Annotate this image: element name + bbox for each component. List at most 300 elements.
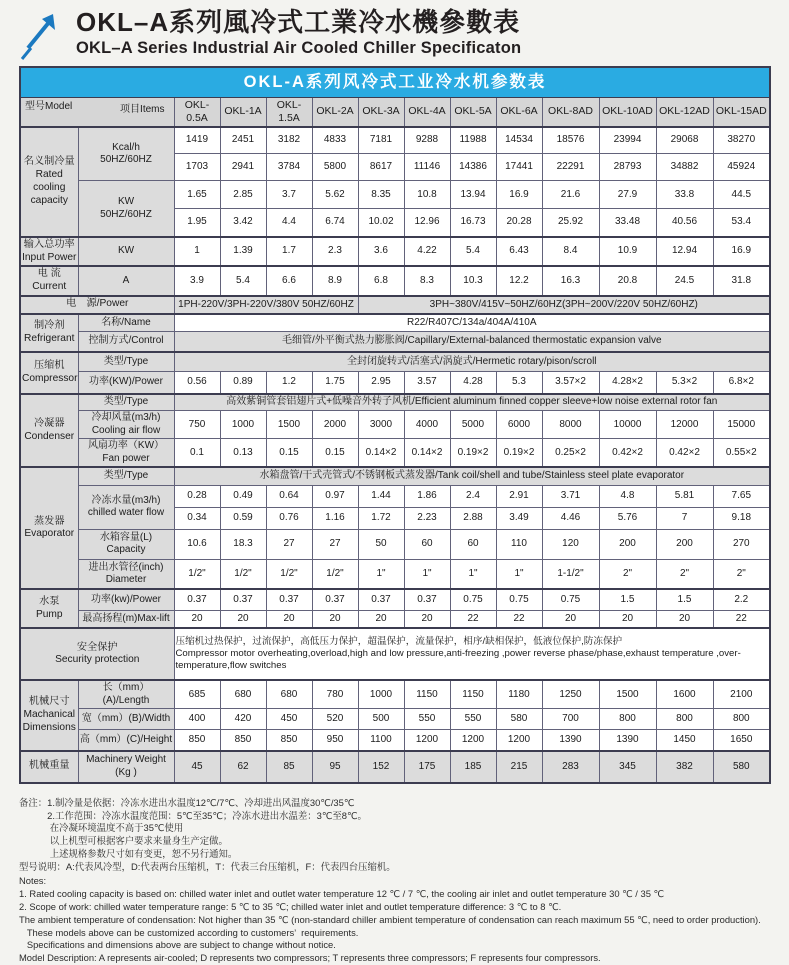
- value-cell: 0.49: [220, 485, 266, 507]
- value-cell: 13.94: [450, 181, 496, 209]
- item-label: 进出水管径(inch) Diameter: [78, 559, 174, 589]
- value-cell: 0.56: [174, 372, 220, 394]
- value-cell: 3.6: [358, 237, 404, 267]
- merged-value-cell: 全封闭旋转式/活塞式/涡旋式/Hermetic rotary/pison/scroll: [174, 352, 770, 372]
- item-label: 功率(KW)/Power: [78, 372, 174, 394]
- model-column-header: OKL-1A: [220, 97, 266, 127]
- item-label: Machinery Weight (Kg ): [78, 751, 174, 783]
- value-cell: 27: [312, 529, 358, 559]
- value-cell: 10.02: [358, 209, 404, 237]
- value-cell: 1-1/2": [542, 559, 599, 589]
- value-cell: 22: [713, 610, 770, 628]
- security-protection-text: 压缩机过热保护，过流保护，高低压力保护，超温保护，流量保护，相序/缺相保护，低液位保护,防冻保护 Compressor motor overheating,overload,high and low pressure,anti-freezing ,power reverse phase/phase,exhaust temperature ,over- temperature,flow switches: [174, 628, 770, 680]
- page-title-zh: OKL–A系列風冷式工業冷水機參數表: [76, 7, 521, 37]
- note-line-en: Notes:: [19, 875, 47, 887]
- group-label-weight: 机械重量: [20, 751, 78, 783]
- value-cell: 11988: [450, 127, 496, 154]
- note-line-en: Model Description: A represents air-cooled; D represents two compressors; T represents three compressors; F represents four compressors.: [19, 952, 601, 964]
- value-cell: 10.9: [599, 237, 656, 267]
- value-cell: 120: [542, 529, 599, 559]
- value-cell: 15000: [713, 411, 770, 439]
- value-cell: 1.5: [599, 589, 656, 610]
- note-line-zh: 2.工作范围：冷冻水温度范围：5℃至35℃；冷冻水进出水温差：3℃至8℃。: [19, 809, 367, 821]
- value-cell: 0.19×2: [450, 439, 496, 468]
- value-cell: 2451: [220, 127, 266, 154]
- value-cell: 1100: [358, 730, 404, 751]
- corner-cell: [20, 97, 174, 127]
- value-cell: 20.28: [496, 209, 542, 237]
- value-cell: 8617: [358, 154, 404, 181]
- value-cell: 3784: [266, 154, 312, 181]
- value-cell: 10.6: [174, 529, 220, 559]
- value-cell: 5.4: [450, 237, 496, 267]
- value-cell: 1": [404, 559, 450, 589]
- value-cell: 0.55×2: [713, 439, 770, 468]
- value-cell: 0.75: [450, 589, 496, 610]
- value-cell: 580: [496, 709, 542, 730]
- value-cell: 3.71: [542, 485, 599, 507]
- value-cell: 45924: [713, 154, 770, 181]
- value-cell: 7181: [358, 127, 404, 154]
- group-label-refrigerant: 制冷剂 Refrigerant: [20, 314, 78, 352]
- value-cell: 2941: [220, 154, 266, 181]
- value-cell: 3.7: [266, 181, 312, 209]
- value-cell: 0.28: [174, 485, 220, 507]
- note-line-zh: 在冷凝环境温度不高于35℃使用: [19, 822, 184, 834]
- item-label: 名称/Name: [78, 314, 174, 332]
- value-cell: 6.6: [266, 266, 312, 296]
- value-cell: 0.34: [174, 507, 220, 529]
- note-line-en: Specifications and dimensions above are subject to change without notice.: [19, 939, 336, 951]
- group-label-compressor: 压缩机 Compressor: [20, 352, 78, 394]
- value-cell: 1650: [713, 730, 770, 751]
- value-cell: 6.8×2: [713, 372, 770, 394]
- page-header: [0, 0, 789, 66]
- value-cell: 2.2: [713, 589, 770, 610]
- value-cell: 14386: [450, 154, 496, 181]
- value-cell: 0.59: [220, 507, 266, 529]
- value-cell: 1/2": [174, 559, 220, 589]
- item-label: 最高扬程(m)Max-lift: [78, 610, 174, 628]
- value-cell: 34882: [656, 154, 713, 181]
- value-cell: 0.64: [266, 485, 312, 507]
- item-label: 风扇功率（KW） Fan power: [78, 439, 174, 468]
- note-line-zh: 备注：1.制冷量是依据：冷冻水进出水温度12℃/7℃、冷却进出风温度30℃/35℃: [19, 796, 355, 808]
- model-column-header: OKL-3A: [358, 97, 404, 127]
- value-cell: 1.65: [174, 181, 220, 209]
- value-cell: 1500: [266, 411, 312, 439]
- value-cell: 1.95: [174, 209, 220, 237]
- value-cell: 8.9: [312, 266, 358, 296]
- model-column-header: OKL-10AD: [599, 97, 656, 127]
- value-cell: 20: [358, 610, 404, 628]
- model-column-header: OKL-8AD: [542, 97, 599, 127]
- value-cell: 10.8: [404, 181, 450, 209]
- value-cell: 0.37: [312, 589, 358, 610]
- item-label: 水箱容量(L) Capacity: [78, 529, 174, 559]
- value-cell: 0.13: [220, 439, 266, 468]
- table-body: [20, 127, 770, 783]
- value-cell: 6.43: [496, 237, 542, 267]
- value-cell: 22: [496, 610, 542, 628]
- item-label: Kcal/h 50HZ/60HZ: [78, 127, 174, 181]
- value-cell: 2.91: [496, 485, 542, 507]
- value-cell: 95: [312, 751, 358, 783]
- value-cell: 1419: [174, 127, 220, 154]
- value-cell: 2.23: [404, 507, 450, 529]
- group-label-current: 电 流 Current: [20, 266, 78, 296]
- value-cell: 1": [496, 559, 542, 589]
- value-cell: 2.3: [312, 237, 358, 267]
- value-cell: 2100: [713, 680, 770, 709]
- value-cell: 9288: [404, 127, 450, 154]
- value-cell: 33.8: [656, 181, 713, 209]
- item-label: 类型/Type: [78, 467, 174, 485]
- group-label-security: 安全保护 Security protection: [20, 628, 174, 680]
- page-title-en: OKL–A Series Industrial Air Cooled Chiller Specificaton: [76, 38, 522, 57]
- value-cell: 500: [358, 709, 404, 730]
- value-cell: 12.94: [656, 237, 713, 267]
- value-cell: 25.92: [542, 209, 599, 237]
- value-cell: 8.4: [542, 237, 599, 267]
- value-cell: 60: [450, 529, 496, 559]
- value-cell: 3182: [266, 127, 312, 154]
- value-cell: 3.9: [174, 266, 220, 296]
- value-cell: 6.8: [358, 266, 404, 296]
- value-cell: 45: [174, 751, 220, 783]
- model-column-header: OKL-2A: [312, 97, 358, 127]
- value-cell: 2.95: [358, 372, 404, 394]
- value-cell: 0.42×2: [656, 439, 713, 468]
- value-cell: 400: [174, 709, 220, 730]
- value-cell: 14534: [496, 127, 542, 154]
- value-cell: 800: [713, 709, 770, 730]
- value-cell: 27.9: [599, 181, 656, 209]
- value-cell: 0.42×2: [599, 439, 656, 468]
- value-cell: 31.8: [713, 266, 770, 296]
- note-line-zh: 以上机型可根据客户要求来量身生产定做。: [19, 835, 228, 847]
- item-label: 类型/Type: [78, 352, 174, 372]
- value-cell: 0.1: [174, 439, 220, 468]
- value-cell: 0.97: [312, 485, 358, 507]
- value-cell: 21.6: [542, 181, 599, 209]
- value-cell: 685: [174, 680, 220, 709]
- value-cell: 345: [599, 751, 656, 783]
- value-cell: 38270: [713, 127, 770, 154]
- note-line-zh: 上述规格参数尺寸如有变更，恕不另行通知。: [19, 847, 238, 859]
- value-cell: 0.37: [358, 589, 404, 610]
- value-cell: 1000: [358, 680, 404, 709]
- value-cell: 33.48: [599, 209, 656, 237]
- value-cell: 1.86: [404, 485, 450, 507]
- value-cell: 0.14×2: [358, 439, 404, 468]
- value-cell: 450: [266, 709, 312, 730]
- value-cell: 1390: [599, 730, 656, 751]
- value-cell: 4.4: [266, 209, 312, 237]
- value-cell: 8.35: [358, 181, 404, 209]
- value-cell: 1200: [450, 730, 496, 751]
- item-label: KW 50HZ/60HZ: [78, 181, 174, 237]
- value-cell: 60: [404, 529, 450, 559]
- value-cell: 1450: [656, 730, 713, 751]
- model-column-header: OKL-12AD: [656, 97, 713, 127]
- item-label: 冷冻水量(m3/h) chilled water flow: [78, 485, 174, 529]
- value-cell: 4.28×2: [599, 372, 656, 394]
- value-cell: 1500: [599, 680, 656, 709]
- value-cell: 85: [266, 751, 312, 783]
- value-cell: 3.49: [496, 507, 542, 529]
- value-cell: 20: [542, 610, 599, 628]
- value-cell: 800: [599, 709, 656, 730]
- value-cell: 53.4: [713, 209, 770, 237]
- value-cell: 1": [358, 559, 404, 589]
- value-cell: 40.56: [656, 209, 713, 237]
- value-cell: 200: [656, 529, 713, 559]
- corner-items-label: 项目Items: [120, 103, 165, 115]
- value-cell: 580: [713, 751, 770, 783]
- value-cell: 5.81: [656, 485, 713, 507]
- value-cell: 7.65: [713, 485, 770, 507]
- value-cell: 5800: [312, 154, 358, 181]
- value-cell: 20: [404, 610, 450, 628]
- value-cell: 12.2: [496, 266, 542, 296]
- value-cell: 2000: [312, 411, 358, 439]
- merged-value-cell: 毛细管/外平衡式热力膨胀阀/Capillary/External-balanced thermostatic expansion valve: [174, 332, 770, 352]
- item-label: 类型/Type: [78, 394, 174, 411]
- value-cell: 1150: [404, 680, 450, 709]
- value-cell: 1.72: [358, 507, 404, 529]
- value-cell: 50: [358, 529, 404, 559]
- merged-value-cell: 水箱盘管/干式壳管式/不锈钢板式蒸发器/Tank coil/shell and tube/Stainless steel plate evaporator: [174, 467, 770, 485]
- item-label: 冷却风量(m3/h) Cooling air flow: [78, 411, 174, 439]
- item-label: 长（mm）(A)/Length: [78, 680, 174, 709]
- value-cell: 1/2": [220, 559, 266, 589]
- value-cell: 283: [542, 751, 599, 783]
- value-cell: 5.76: [599, 507, 656, 529]
- value-cell: 5.3×2: [656, 372, 713, 394]
- value-cell: 6000: [496, 411, 542, 439]
- value-cell: 4000: [404, 411, 450, 439]
- value-cell: 27: [266, 529, 312, 559]
- value-cell: 1600: [656, 680, 713, 709]
- value-cell: 5.3: [496, 372, 542, 394]
- value-cell: 0.37: [220, 589, 266, 610]
- value-cell: 680: [220, 680, 266, 709]
- value-cell: 16.9: [496, 181, 542, 209]
- brand-arrow-logo: [20, 10, 62, 60]
- group-label-evaporator: 蒸发器 Evaporator: [20, 467, 78, 589]
- note-line-en: 2. Scope of work: chilled water temperature range: 5 ℃ to 35 ℃; chilled water inlet and outlet temperature difference: 3 ℃ to 8 ℃.: [19, 901, 562, 912]
- model-column-header: OKL-4A: [404, 97, 450, 127]
- value-cell: 1150: [450, 680, 496, 709]
- value-cell: 0.89: [220, 372, 266, 394]
- value-cell: 0.76: [266, 507, 312, 529]
- value-cell: 10000: [599, 411, 656, 439]
- value-cell: 16.73: [450, 209, 496, 237]
- value-cell: 1: [174, 237, 220, 267]
- merged-value-cell: 3PH~380V/415V~50HZ/60HZ(3PH~200V/220V 50HZ/60HZ): [358, 296, 770, 314]
- value-cell: 3000: [358, 411, 404, 439]
- value-cell: 1390: [542, 730, 599, 751]
- value-cell: 110: [496, 529, 542, 559]
- value-cell: 16.3: [542, 266, 599, 296]
- value-cell: 185: [450, 751, 496, 783]
- value-cell: 3.57×2: [542, 372, 599, 394]
- value-cell: 1.44: [358, 485, 404, 507]
- value-cell: 20: [220, 610, 266, 628]
- group-label-dimensions: 机械尺寸 Machanical Dimensions: [20, 680, 78, 751]
- value-cell: 1.2: [266, 372, 312, 394]
- value-cell: 850: [266, 730, 312, 751]
- merged-value-cell: 1PH-220V/3PH-220V/380V 50HZ/60HZ: [174, 296, 358, 314]
- value-cell: 29068: [656, 127, 713, 154]
- value-cell: 23994: [599, 127, 656, 154]
- value-cell: 44.5: [713, 181, 770, 209]
- value-cell: 20: [599, 610, 656, 628]
- value-cell: 0.37: [266, 589, 312, 610]
- value-cell: 2.85: [220, 181, 266, 209]
- value-cell: 5.4: [220, 266, 266, 296]
- value-cell: 2": [599, 559, 656, 589]
- value-cell: 10.3: [450, 266, 496, 296]
- value-cell: 3.57: [404, 372, 450, 394]
- value-cell: 152: [358, 751, 404, 783]
- item-label: 控制方式/Control: [78, 332, 174, 352]
- value-cell: 1200: [496, 730, 542, 751]
- note-line-en: These models above can be customized according to customers’ requirements.: [19, 926, 359, 938]
- value-cell: 28793: [599, 154, 656, 181]
- value-cell: 3.42: [220, 209, 266, 237]
- value-cell: 12000: [656, 411, 713, 439]
- table-title: OKL-A系列风冷式工业冷水机参数表: [20, 67, 770, 97]
- value-cell: 200: [599, 529, 656, 559]
- value-cell: 18576: [542, 127, 599, 154]
- item-label: 高（mm）(C)/Height: [78, 730, 174, 751]
- value-cell: 2": [713, 559, 770, 589]
- note-line-en: The ambient temperature of condensation: Not higher than 35 ℃ (non-standard chiller ambient temperature of condensation can reach maximum 55 ℃, need to order production).: [19, 913, 761, 925]
- merged-value-cell: 高效紫铜管套铝翅片式+低噪音外转子风机/Efficient aluminum finned copper sleeve+low noise external rotor fan: [174, 394, 770, 411]
- value-cell: 1/2": [266, 559, 312, 589]
- value-cell: 1180: [496, 680, 542, 709]
- value-cell: 800: [656, 709, 713, 730]
- corner-model-label: 型号Model: [25, 100, 73, 112]
- group-label-condenser: 冷凝器 Condenser: [20, 394, 78, 468]
- value-cell: 750: [174, 411, 220, 439]
- value-cell: 11146: [404, 154, 450, 181]
- value-cell: 6.74: [312, 209, 358, 237]
- value-cell: 4.22: [404, 237, 450, 267]
- value-cell: 850: [174, 730, 220, 751]
- value-cell: 700: [542, 709, 599, 730]
- value-cell: 1.16: [312, 507, 358, 529]
- value-cell: 16.9: [713, 237, 770, 267]
- value-cell: 2.4: [450, 485, 496, 507]
- value-cell: 1703: [174, 154, 220, 181]
- group-label-power-source: 电 源/Power: [20, 296, 174, 314]
- value-cell: 1/2": [312, 559, 358, 589]
- value-cell: 0.14×2: [404, 439, 450, 468]
- value-cell: 1": [450, 559, 496, 589]
- value-cell: 1.39: [220, 237, 266, 267]
- value-cell: 9.18: [713, 507, 770, 529]
- group-label-rated-cooling: 名义制冷量 Rated cooling capacity: [20, 127, 78, 237]
- value-cell: 5000: [450, 411, 496, 439]
- model-column-header: OKL-6A: [496, 97, 542, 127]
- item-label: 功率(kw)/Power: [78, 589, 174, 610]
- value-cell: 1000: [220, 411, 266, 439]
- value-cell: 7: [656, 507, 713, 529]
- value-cell: 850: [220, 730, 266, 751]
- merged-value-cell: R22/R407C/134a/404A/410A: [174, 314, 770, 332]
- value-cell: 520: [312, 709, 358, 730]
- value-cell: 12.96: [404, 209, 450, 237]
- model-column-header: OKL-5A: [450, 97, 496, 127]
- value-cell: 2.88: [450, 507, 496, 529]
- value-cell: 1200: [404, 730, 450, 751]
- value-cell: 175: [404, 751, 450, 783]
- value-cell: 420: [220, 709, 266, 730]
- value-cell: 22: [450, 610, 496, 628]
- model-column-header: OKL-1.5A: [266, 97, 312, 127]
- notes-chinese: [19, 797, 789, 874]
- value-cell: 4.8: [599, 485, 656, 507]
- item-label: KW: [78, 237, 174, 267]
- model-column-header: OKL-15AD: [713, 97, 770, 127]
- value-cell: 0.75: [542, 589, 599, 610]
- value-cell: 4.28: [450, 372, 496, 394]
- value-cell: 20: [656, 610, 713, 628]
- item-label: A: [78, 266, 174, 296]
- item-label: 宽（mm）(B)/Width: [78, 709, 174, 730]
- value-cell: 215: [496, 751, 542, 783]
- value-cell: 0.15: [266, 439, 312, 468]
- value-cell: 0.25×2: [542, 439, 599, 468]
- value-cell: 780: [312, 680, 358, 709]
- value-cell: 8000: [542, 411, 599, 439]
- value-cell: 1250: [542, 680, 599, 709]
- value-cell: 1.75: [312, 372, 358, 394]
- value-cell: 0.15: [312, 439, 358, 468]
- value-cell: 1.7: [266, 237, 312, 267]
- value-cell: 0.75: [496, 589, 542, 610]
- notes-english: [19, 875, 789, 964]
- value-cell: 550: [450, 709, 496, 730]
- value-cell: 20.8: [599, 266, 656, 296]
- value-cell: 382: [656, 751, 713, 783]
- value-cell: 550: [404, 709, 450, 730]
- value-cell: 680: [266, 680, 312, 709]
- value-cell: 8.3: [404, 266, 450, 296]
- model-column-header: OKL-0.5A: [174, 97, 220, 127]
- value-cell: 20: [312, 610, 358, 628]
- value-cell: 0.37: [404, 589, 450, 610]
- spec-table: [19, 66, 771, 784]
- group-label-input-power: 输入总功率 Input Power: [20, 237, 78, 267]
- note-line-en: 1. Rated cooling capacity is based on: chilled water inlet and outlet water temperature 12 ℃ / 7 ℃, the cooling air inlet and outlet temperature 30 ℃ / 35 ℃: [19, 888, 665, 900]
- group-label-pump: 水泵 Pump: [20, 589, 78, 628]
- value-cell: 17441: [496, 154, 542, 181]
- value-cell: 0.19×2: [496, 439, 542, 468]
- note-line-zh: 型号说明：A:代表风冷型，D:代表两台压缩机，T：代表三台压缩机，F：代表四台压缩机。: [19, 860, 396, 872]
- value-cell: 22291: [542, 154, 599, 181]
- value-cell: 20: [174, 610, 220, 628]
- value-cell: 24.5: [656, 266, 713, 296]
- value-cell: 18.3: [220, 529, 266, 559]
- value-cell: 2": [656, 559, 713, 589]
- value-cell: 950: [312, 730, 358, 751]
- value-cell: 20: [266, 610, 312, 628]
- table-head: [20, 67, 770, 127]
